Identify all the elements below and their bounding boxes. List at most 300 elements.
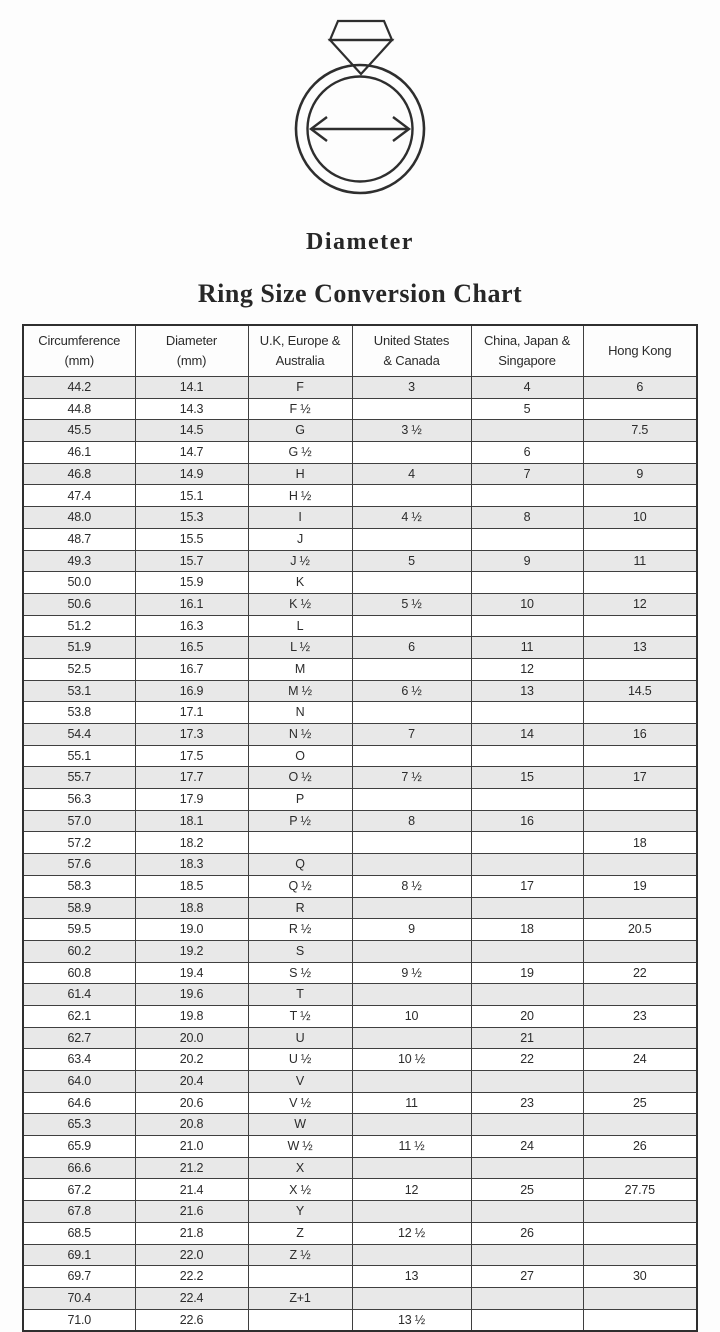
column-header-circumference [23, 325, 135, 377]
table-cell [352, 984, 471, 1006]
table-cell [583, 1309, 697, 1331]
table-cell: 14.7 [135, 442, 248, 464]
table-cell: 7 [352, 724, 471, 746]
table-cell: 22 [471, 1049, 583, 1071]
table-cell [352, 1201, 471, 1223]
table-cell: 18.1 [135, 810, 248, 832]
table-cell: 3 [352, 377, 471, 399]
table-cell: 10 ½ [352, 1049, 471, 1071]
table-cell [471, 1309, 583, 1331]
table-header-row [23, 325, 697, 377]
table-cell: 6 ½ [352, 680, 471, 702]
table-cell: L [248, 615, 352, 637]
table-cell: 16.9 [135, 680, 248, 702]
table-cell [352, 1157, 471, 1179]
table-cell: 9 ½ [352, 962, 471, 984]
table-cell [583, 1027, 697, 1049]
table-cell [583, 940, 697, 962]
table-cell [352, 485, 471, 507]
table-cell: F ½ [248, 398, 352, 420]
table-row [23, 810, 697, 832]
table-cell: 22.6 [135, 1309, 248, 1331]
table-cell: N [248, 702, 352, 724]
table-cell: 15 [471, 767, 583, 789]
table-cell: 20.5 [583, 919, 697, 941]
table-row [23, 1114, 697, 1136]
header-line: Singapore [498, 353, 556, 368]
table-cell: 17 [471, 875, 583, 897]
column-header-uk-europe-australia [248, 325, 352, 377]
table-cell: 50.0 [23, 572, 135, 594]
table-cell [471, 572, 583, 594]
table-row [23, 1049, 697, 1071]
table-row [23, 875, 697, 897]
table-row [23, 1157, 697, 1179]
table-cell: M [248, 658, 352, 680]
table-cell: 5 ½ [352, 593, 471, 615]
table-cell: R [248, 897, 352, 919]
table-cell: U ½ [248, 1049, 352, 1071]
header-line: Australia [275, 353, 325, 368]
table-cell: Y [248, 1201, 352, 1223]
table-cell: 53.8 [23, 702, 135, 724]
table-cell [352, 1244, 471, 1266]
table-cell: 20.6 [135, 1092, 248, 1114]
table-cell: W ½ [248, 1136, 352, 1158]
table-cell: 69.1 [23, 1244, 135, 1266]
table-cell: 57.6 [23, 854, 135, 876]
table-row [23, 1027, 697, 1049]
table-cell [352, 442, 471, 464]
table-cell [583, 1071, 697, 1093]
table-cell: 56.3 [23, 789, 135, 811]
table-cell: 60.2 [23, 940, 135, 962]
table-cell: 51.2 [23, 615, 135, 637]
table-cell: 61.4 [23, 984, 135, 1006]
table-cell: 4 [352, 463, 471, 485]
column-header-us-canada [352, 325, 471, 377]
table-cell: 63.4 [23, 1049, 135, 1071]
table-cell: 44.8 [23, 398, 135, 420]
table-cell: 14.9 [135, 463, 248, 485]
table-cell: 13 [583, 637, 697, 659]
table-cell: 48.7 [23, 528, 135, 550]
table-row [23, 1266, 697, 1288]
table-row [23, 1071, 697, 1093]
table-cell: 19 [583, 875, 697, 897]
table-cell: G [248, 420, 352, 442]
table-cell: 14 [471, 724, 583, 746]
table-cell: 66.6 [23, 1157, 135, 1179]
table-cell [248, 1309, 352, 1331]
table-cell: 27.75 [583, 1179, 697, 1201]
table-cell: 13 ½ [352, 1309, 471, 1331]
table-cell [352, 702, 471, 724]
table-cell [583, 615, 697, 637]
table-row [23, 984, 697, 1006]
table-cell [583, 897, 697, 919]
table-cell [471, 420, 583, 442]
table-cell: 22 [583, 962, 697, 984]
table-cell: 17.5 [135, 745, 248, 767]
table-row [23, 637, 697, 659]
table-cell: 19.0 [135, 919, 248, 941]
table-cell: 5 [352, 550, 471, 572]
table-cell: 8 [471, 507, 583, 529]
table-cell: 17.7 [135, 767, 248, 789]
table-cell: 26 [471, 1222, 583, 1244]
table-row [23, 1136, 697, 1158]
table-cell: 65.3 [23, 1114, 135, 1136]
table-cell: P [248, 789, 352, 811]
table-cell [471, 1244, 583, 1266]
table-cell: 6 [471, 442, 583, 464]
table-row [23, 940, 697, 962]
table-cell: 21.2 [135, 1157, 248, 1179]
table-cell: 57.0 [23, 810, 135, 832]
table-cell [583, 1244, 697, 1266]
table-row [23, 463, 697, 485]
table-cell: 15.3 [135, 507, 248, 529]
table-cell: 69.7 [23, 1266, 135, 1288]
table-cell: Q ½ [248, 875, 352, 897]
table-cell [471, 745, 583, 767]
table-cell [583, 702, 697, 724]
table-cell [471, 1201, 583, 1223]
table-cell: 21.4 [135, 1179, 248, 1201]
table-row [23, 377, 697, 399]
table-row [23, 658, 697, 680]
header-line: (mm) [176, 353, 207, 368]
table-cell [352, 854, 471, 876]
table-cell: Z [248, 1222, 352, 1244]
table-cell [583, 854, 697, 876]
table-cell: J [248, 528, 352, 550]
table-row [23, 832, 697, 854]
column-header-hong-kong [583, 325, 697, 377]
table-cell: 19.8 [135, 1005, 248, 1027]
table-cell: X [248, 1157, 352, 1179]
table-row [23, 767, 697, 789]
table-cell: T ½ [248, 1005, 352, 1027]
table-cell: 17.9 [135, 789, 248, 811]
table-cell: 9 [471, 550, 583, 572]
table-cell: 68.5 [23, 1222, 135, 1244]
table-cell: 4 [471, 377, 583, 399]
table-row [23, 854, 697, 876]
table-row [23, 1179, 697, 1201]
table-cell: 19.6 [135, 984, 248, 1006]
table-cell: 64.0 [23, 1071, 135, 1093]
table-cell [583, 1114, 697, 1136]
table-cell: 16.7 [135, 658, 248, 680]
table-body [23, 377, 697, 1332]
table-row [23, 442, 697, 464]
table-cell: 12 ½ [352, 1222, 471, 1244]
diameter-arrow-icon [311, 117, 409, 141]
table-cell: 14.5 [583, 680, 697, 702]
table-row [23, 528, 697, 550]
table-cell: 19.2 [135, 940, 248, 962]
table-cell [583, 984, 697, 1006]
table-cell: 15.7 [135, 550, 248, 572]
table-cell: O [248, 745, 352, 767]
table-cell [352, 897, 471, 919]
table-cell: 7 ½ [352, 767, 471, 789]
header-line: & Canada [383, 353, 440, 368]
table-cell [352, 940, 471, 962]
table-cell: W [248, 1114, 352, 1136]
diameter-label: Diameter [306, 229, 414, 255]
table-cell: 11 [352, 1092, 471, 1114]
table-cell: 4 ½ [352, 507, 471, 529]
table-cell: 16.5 [135, 637, 248, 659]
header-line: (mm) [64, 353, 95, 368]
header-line: Hong Kong [608, 342, 672, 358]
table-cell: 9 [583, 463, 697, 485]
table-row [23, 1222, 697, 1244]
table-cell: 10 [352, 1005, 471, 1027]
table-cell: 22.2 [135, 1266, 248, 1288]
table-cell: U [248, 1027, 352, 1049]
table-cell: 55.1 [23, 745, 135, 767]
table-cell: 60.8 [23, 962, 135, 984]
table-cell: 53.1 [23, 680, 135, 702]
table-cell: 24 [471, 1136, 583, 1158]
table-cell: 18.2 [135, 832, 248, 854]
table-cell: 21.0 [135, 1136, 248, 1158]
table-cell: 19 [471, 962, 583, 984]
table-row [23, 1287, 697, 1309]
table-cell: K ½ [248, 593, 352, 615]
table-cell [471, 615, 583, 637]
table-cell [471, 832, 583, 854]
table-row [23, 702, 697, 724]
header-line: United States [373, 332, 450, 348]
table-cell: M ½ [248, 680, 352, 702]
table-cell: 67.8 [23, 1201, 135, 1223]
table-row [23, 1244, 697, 1266]
table-cell: K [248, 572, 352, 594]
table-row [23, 1005, 697, 1027]
table-cell: 18.8 [135, 897, 248, 919]
table-cell [471, 854, 583, 876]
table-row [23, 485, 697, 507]
table-row [23, 593, 697, 615]
table-cell [583, 398, 697, 420]
table-cell: 18 [471, 919, 583, 941]
table-row [23, 1092, 697, 1114]
table-cell: 58.9 [23, 897, 135, 919]
table-cell: P ½ [248, 810, 352, 832]
table-cell: 24 [583, 1049, 697, 1071]
table-cell [352, 1027, 471, 1049]
table-cell: 14.1 [135, 377, 248, 399]
table-cell: 16.3 [135, 615, 248, 637]
table-cell: S [248, 940, 352, 962]
table-cell: 20.2 [135, 1049, 248, 1071]
table-cell: 44.2 [23, 377, 135, 399]
table-row [23, 550, 697, 572]
table-cell: 70.4 [23, 1287, 135, 1309]
table-cell [471, 984, 583, 1006]
table-cell: 26 [583, 1136, 697, 1158]
table-cell: 55.7 [23, 767, 135, 789]
table-cell: Q [248, 854, 352, 876]
table-cell: 20.4 [135, 1071, 248, 1093]
table-cell: 18.3 [135, 854, 248, 876]
table-cell [583, 485, 697, 507]
table-cell: L ½ [248, 637, 352, 659]
table-row [23, 398, 697, 420]
table-cell [352, 398, 471, 420]
ring-size-conversion-table [22, 324, 698, 1332]
table-cell: 23 [583, 1005, 697, 1027]
table-cell: 45.5 [23, 420, 135, 442]
table-cell [471, 485, 583, 507]
table-cell: 21.6 [135, 1201, 248, 1223]
header-line: Circumference [38, 332, 121, 348]
table-cell: 10 [583, 507, 697, 529]
table-cell: 10 [471, 593, 583, 615]
table-cell: 12 [352, 1179, 471, 1201]
table-cell: 15.9 [135, 572, 248, 594]
table-cell: 11 [471, 637, 583, 659]
table-cell: X ½ [248, 1179, 352, 1201]
table-cell: V [248, 1071, 352, 1093]
table-cell [352, 658, 471, 680]
table-cell [583, 572, 697, 594]
table-cell [471, 1114, 583, 1136]
table-cell: 6 [583, 377, 697, 399]
table-cell: 30 [583, 1266, 697, 1288]
table-cell: 58.3 [23, 875, 135, 897]
table-cell: 25 [583, 1092, 697, 1114]
table-cell: 11 [583, 550, 697, 572]
table-cell [583, 1287, 697, 1309]
table-cell: V ½ [248, 1092, 352, 1114]
table-cell [352, 572, 471, 594]
table-cell: 22.4 [135, 1287, 248, 1309]
table-cell: 48.0 [23, 507, 135, 529]
table-row [23, 789, 697, 811]
table-cell: 17.3 [135, 724, 248, 746]
table-cell: 59.5 [23, 919, 135, 941]
table-cell [471, 789, 583, 811]
table-cell: 49.3 [23, 550, 135, 572]
table-cell: S ½ [248, 962, 352, 984]
table-cell: H ½ [248, 485, 352, 507]
table-cell: 14.3 [135, 398, 248, 420]
table-cell: 46.1 [23, 442, 135, 464]
table-row [23, 680, 697, 702]
table-cell [471, 1157, 583, 1179]
table-cell: F [248, 377, 352, 399]
table-cell: 54.4 [23, 724, 135, 746]
table-cell [583, 442, 697, 464]
table-row [23, 745, 697, 767]
table-cell: 25 [471, 1179, 583, 1201]
table-cell: 8 [352, 810, 471, 832]
header-line: China, Japan & [483, 332, 571, 348]
table-cell [471, 528, 583, 550]
table-cell: 67.2 [23, 1179, 135, 1201]
table-cell [471, 1287, 583, 1309]
table-row [23, 615, 697, 637]
table-cell: 52.5 [23, 658, 135, 680]
table-cell [583, 810, 697, 832]
table-cell [352, 528, 471, 550]
table-cell: 62.7 [23, 1027, 135, 1049]
table-cell: 3 ½ [352, 420, 471, 442]
table-cell: Z+1 [248, 1287, 352, 1309]
table-cell [583, 789, 697, 811]
table-cell: 62.1 [23, 1005, 135, 1027]
table-row [23, 919, 697, 941]
table-cell [471, 897, 583, 919]
table-cell: 20.8 [135, 1114, 248, 1136]
table-row [23, 724, 697, 746]
header-line: U.K, Europe & [259, 332, 341, 348]
table-cell: 18 [583, 832, 697, 854]
table-row [23, 1309, 697, 1331]
table-cell: 13 [471, 680, 583, 702]
table-cell: 65.9 [23, 1136, 135, 1158]
table-cell: 47.4 [23, 485, 135, 507]
table-cell [583, 658, 697, 680]
table-cell: G ½ [248, 442, 352, 464]
ring-figure [0, 0, 720, 205]
table-cell: 11 ½ [352, 1136, 471, 1158]
table-cell [583, 528, 697, 550]
column-header-china-japan-singapore [471, 325, 583, 377]
table-cell: 20.0 [135, 1027, 248, 1049]
table-cell: Z ½ [248, 1244, 352, 1266]
table-cell [352, 789, 471, 811]
table-cell [352, 1071, 471, 1093]
table-cell: 7.5 [583, 420, 697, 442]
diamond-crown [330, 21, 392, 40]
table-cell: 14.5 [135, 420, 248, 442]
table-cell: 19.4 [135, 962, 248, 984]
table-cell: 16 [471, 810, 583, 832]
table-cell: 17 [583, 767, 697, 789]
table-cell: 15.5 [135, 528, 248, 550]
table-cell: 9 [352, 919, 471, 941]
table-cell: 27 [471, 1266, 583, 1288]
table-cell [352, 615, 471, 637]
table-cell: O ½ [248, 767, 352, 789]
table-cell [248, 832, 352, 854]
table-cell [352, 1114, 471, 1136]
table-cell [583, 1222, 697, 1244]
table-cell [471, 940, 583, 962]
table-cell: 17.1 [135, 702, 248, 724]
table-cell: J ½ [248, 550, 352, 572]
table-cell: 20 [471, 1005, 583, 1027]
table-cell: 21.8 [135, 1222, 248, 1244]
table-cell [248, 1266, 352, 1288]
table-cell: 57.2 [23, 832, 135, 854]
table-cell: 16 [583, 724, 697, 746]
table-cell: 12 [471, 658, 583, 680]
table-cell: N ½ [248, 724, 352, 746]
table-cell [471, 702, 583, 724]
table-cell [352, 745, 471, 767]
table-cell: 16.1 [135, 593, 248, 615]
table-cell: 50.6 [23, 593, 135, 615]
table-cell: 46.8 [23, 463, 135, 485]
